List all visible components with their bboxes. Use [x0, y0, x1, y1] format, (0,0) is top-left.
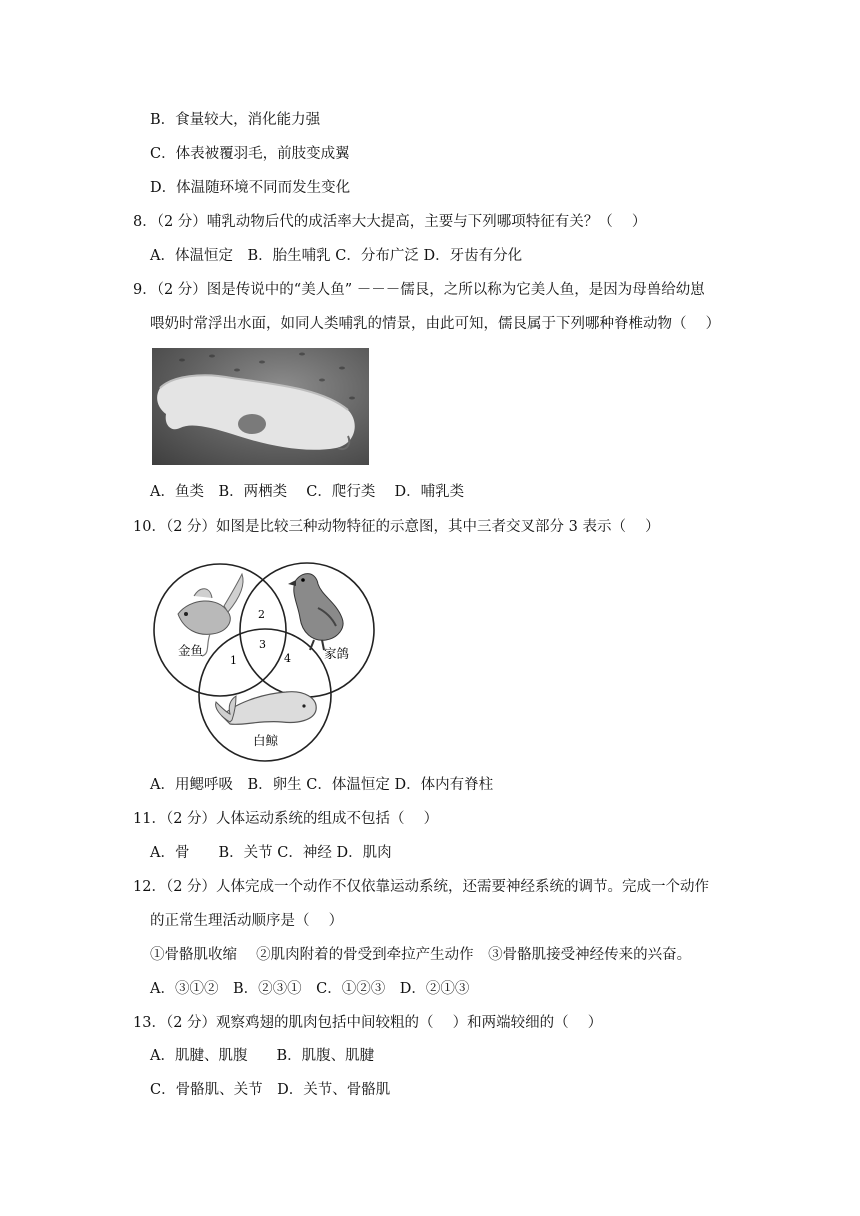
region-3: 3 — [259, 638, 266, 651]
whale-icon — [216, 692, 317, 725]
dugong-illustration — [152, 348, 369, 465]
q12-stem-line2: 的正常生理活动顺序是（ ） — [150, 913, 344, 929]
q11-options: A．骨 B．关节 C．神经 D．肌肉 — [150, 845, 392, 861]
q7-option-b: B．食量较大，消化能力强 — [150, 112, 321, 128]
q13-stem: 13．（2 分）观察鸡翅的肌肉包括中间较粗的（ ）和两端较细的（ ） — [133, 1015, 603, 1031]
q7-option-d: D．体温随环境不同而发生变化 — [150, 180, 351, 196]
whale-label: 白鲸 — [253, 733, 279, 748]
q8-options: A．体温恒定 B．胎生哺乳 C．分布广泛 D．牙齿有分化 — [150, 248, 523, 264]
q9-stem-line2: 喂奶时常浮出水面，如同人类哺乳的情景，由此可知，儒艮属于下列哪种脊椎动物（ ） — [150, 316, 721, 332]
pigeon-label: 家鸽 — [324, 646, 350, 661]
q7-option-c: C．体表被覆羽毛，前肢变成翼 — [150, 146, 350, 162]
q13-options-line1: A．肌腱、肌腹 B．肌腹、肌腱 — [150, 1048, 375, 1064]
venn-diagram — [150, 556, 378, 764]
q13-options-line2: C．骨骼肌、关节 D．关节、骨骼肌 — [150, 1082, 391, 1098]
q9-options: A．鱼类 B．两栖类 C．爬行类 D．哺乳类 — [150, 484, 465, 500]
q12-options: A．③①② B．②③① C．①②③ D．②①③ — [150, 981, 470, 997]
region-1: 1 — [230, 654, 237, 667]
region-2: 2 — [258, 608, 265, 621]
q12-items: ①骨骼肌收缩 ②肌肉附着的骨受到牵拉产生动作 ③骨骼肌接受神经传来的兴奋。 — [150, 947, 692, 963]
goldfish-label: 金鱼 — [178, 643, 204, 658]
q10-options: A．用鳃呼吸 B．卵生 C．体温恒定 D．体内有脊柱 — [150, 777, 494, 793]
q11-stem: 11．（2 分）人体运动系统的组成不包括（ ） — [133, 811, 439, 827]
dugong-photo — [152, 348, 369, 465]
region-4: 4 — [284, 652, 291, 665]
pigeon-icon — [288, 574, 343, 650]
q12-stem-line1: 12．（2 分）人体完成一个动作不仅依靠运动系统，还需要神经系统的调节。完成一个动作 — [133, 879, 710, 895]
q9-stem-line1: 9．（2 分）图是传说中的“美人鱼” －－－儒艮，之所以称为它美人鱼，是因为母兽给幼崽 — [133, 282, 705, 298]
q10-stem: 10．（2 分）如图是比较三种动物特征的示意图，其中三者交叉部分 3 表示（ ） — [133, 519, 660, 535]
q8-stem: 8．（2 分）哺乳动物后代的成活率大大提高，主要与下列哪项特征有关？（ ） — [133, 214, 647, 230]
